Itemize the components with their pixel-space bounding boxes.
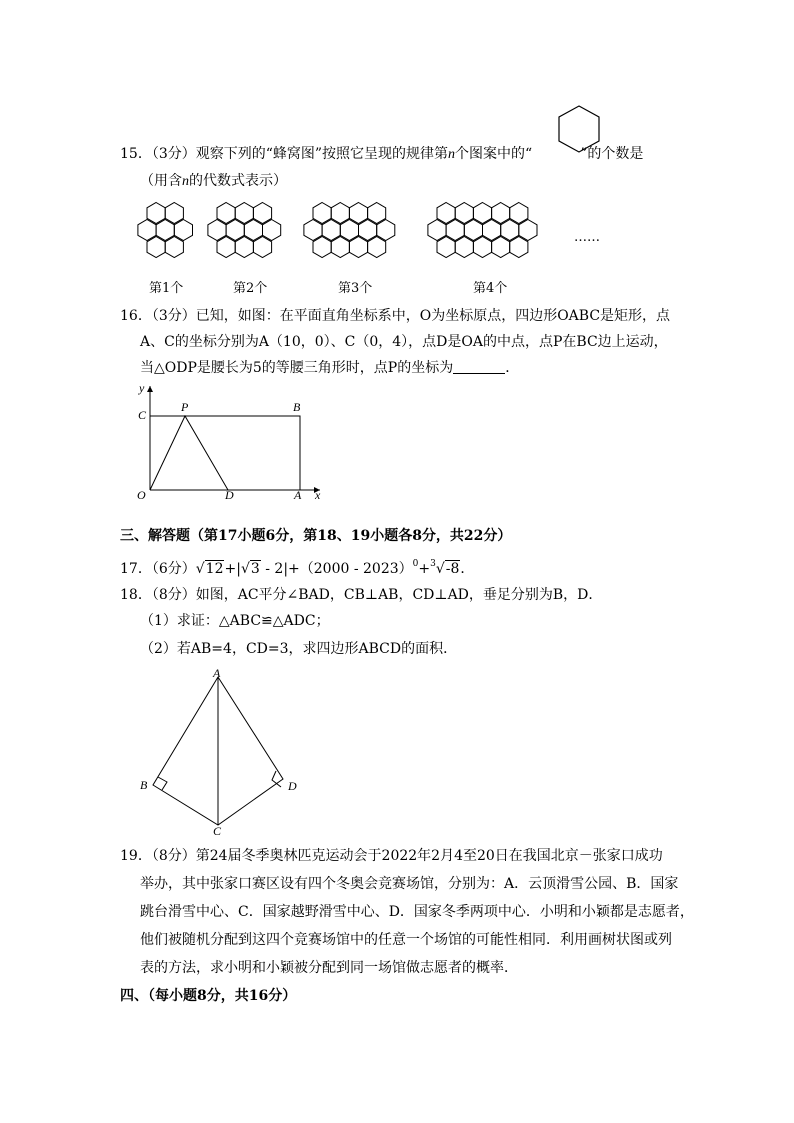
- hexagon-cell: [322, 220, 340, 241]
- kite-label-A: A: [213, 666, 221, 680]
- hexagon-cell: [473, 203, 491, 224]
- hexagon-cell: [226, 220, 244, 241]
- q18-line1: 18．（8分）如图，AC平分∠BAD，CB⊥AB，CD⊥AD，垂足分别为B，D．: [120, 587, 603, 603]
- hexagon-cell: [147, 237, 165, 258]
- label-A: A: [294, 488, 302, 502]
- label-O: O: [137, 488, 146, 502]
- q15-line1: 15．（3分）观察下列的“蜂窝图”按照它呈现的规律第n个图案中的“ ”的个数是: [120, 146, 644, 162]
- hexagon-cell: [217, 203, 235, 224]
- q19-line3: 跳台滑雪中心、C．国家越野滑雪中心、D．国家冬季两项中心．小明和小颖都是志愿者，: [140, 904, 694, 920]
- hexagon-cell: [492, 203, 510, 224]
- sqrt-icon: √: [240, 561, 250, 577]
- label-B: B: [293, 400, 301, 414]
- kite-label-D: D: [288, 779, 297, 793]
- hexagon-icon: [555, 104, 605, 154]
- hexagon-cell: [428, 220, 446, 241]
- hexagon-cell: [510, 237, 528, 258]
- hexagon-cell: [492, 237, 510, 258]
- hexagon-cell: [340, 220, 358, 241]
- q15-line2: （用含n的代数式表示）: [140, 173, 287, 189]
- hexagon-cell: [483, 220, 501, 241]
- section-3-heading: 三、解答题（第17小题6分，第18、19小题各8分，共22分）: [120, 528, 512, 544]
- hexagon-cell: [331, 203, 349, 224]
- q18-line2: （1）求证：△ABC≌△ADC；: [140, 613, 330, 629]
- hexagon-cell: [263, 220, 281, 241]
- section-4-heading: 四、（每小题8分，共16分）: [120, 988, 297, 1004]
- kite-figure: [140, 665, 300, 835]
- hexagon-cell: [156, 220, 174, 241]
- hexagon-cell: [349, 203, 367, 224]
- label-D: D: [225, 488, 234, 502]
- cube-root-icon: √: [435, 561, 445, 577]
- hexagon-cell: [313, 203, 331, 224]
- hexagon-cell: [437, 237, 455, 258]
- q19-line1: 19．（8分）第24届冬季奥林匹克运动会于2022年2月4至20日在我国北京－张家口成功: [120, 848, 663, 864]
- q19-line4: 他们被随机分配到这四个竞赛场馆中的任意一个场馆的可能性相同．利用画树状图或列: [140, 932, 672, 948]
- q16-line2: A、C的坐标分别为A（10，0）、C（0，4），点D是OA的中点，点P在BC边上运动，: [140, 334, 668, 350]
- kite-label-B: B: [140, 778, 148, 792]
- hexagon-cell: [359, 220, 377, 241]
- answer-blank[interactable]: [453, 359, 505, 374]
- hexagon-cell: [368, 237, 386, 258]
- hexagon-cell: [331, 237, 349, 258]
- hexagon-cell: [368, 203, 386, 224]
- hexagon-cell: [208, 220, 226, 241]
- q16-line3: 当△ODP是腰长为5的等腰三角形时，点P的坐标为 ．: [140, 360, 520, 376]
- q16-line1: 16．（3分）已知，如图：在平面直角坐标系中，O为坐标原点，四边形OABC是矩形，点: [120, 308, 671, 324]
- hexagon-cell: [455, 203, 473, 224]
- hexagon-cell: [349, 237, 367, 258]
- label-x: x: [315, 488, 321, 502]
- caption-3: 第3个: [338, 281, 373, 296]
- sqrt-icon: √: [195, 561, 205, 577]
- hexagon-cell: [377, 220, 395, 241]
- hexagon-cell: [437, 203, 455, 224]
- hexagon-cell: [501, 220, 519, 241]
- hexagon-cell: [510, 203, 528, 224]
- hexagon-cell: [304, 220, 322, 241]
- honeycomb-figures: [0, 195, 794, 265]
- coordinate-figure: [130, 380, 330, 505]
- hexagon-cell: [455, 237, 473, 258]
- hexagon-cell: [165, 237, 183, 258]
- caption-4: 第4个: [473, 281, 508, 296]
- hexagon-cell: [235, 203, 253, 224]
- hexagon-cell: [519, 220, 537, 241]
- hexagon-cell: [464, 220, 482, 241]
- hexagon-cell: [473, 237, 491, 258]
- ellipsis: ……: [574, 230, 600, 245]
- var-n: n: [448, 147, 456, 162]
- hexagon-cell: [313, 237, 331, 258]
- hexagon-cell: [165, 203, 183, 224]
- q17-line: 17．（6分）√12+|√3 - 2|+（2000 - 2023）$^0$+$^3$√-8．: [120, 559, 475, 577]
- hexagon-cell: [244, 220, 262, 241]
- hexagon-cell: [217, 237, 235, 258]
- hexagon-cell: [253, 203, 271, 224]
- hexagon-cell: [138, 220, 156, 241]
- hexagon-cell: [174, 220, 192, 241]
- kite-label-C: C: [213, 824, 222, 838]
- caption-2: 第2个: [233, 281, 268, 296]
- hexagon-cell: [235, 237, 253, 258]
- q18-line3: （2）若AB=4，CD=3，求四边形ABCD的面积．: [140, 641, 458, 657]
- q19-line5: 表的方法，求小明和小颖被分配到同一场馆做志愿者的概率．: [140, 960, 518, 976]
- label-C: C: [138, 408, 147, 422]
- caption-1: 第1个: [149, 281, 184, 296]
- hexagon-cell: [253, 237, 271, 258]
- hexagon-cell: [147, 203, 165, 224]
- hexagon-cell: [446, 220, 464, 241]
- label-P: P: [181, 400, 189, 414]
- q19-line2: 举办，其中张家口赛区设有四个冬奥会竞赛场馆，分别为：A．云顶滑雪公园、B．国家: [140, 876, 679, 892]
- label-y: y: [139, 381, 145, 395]
